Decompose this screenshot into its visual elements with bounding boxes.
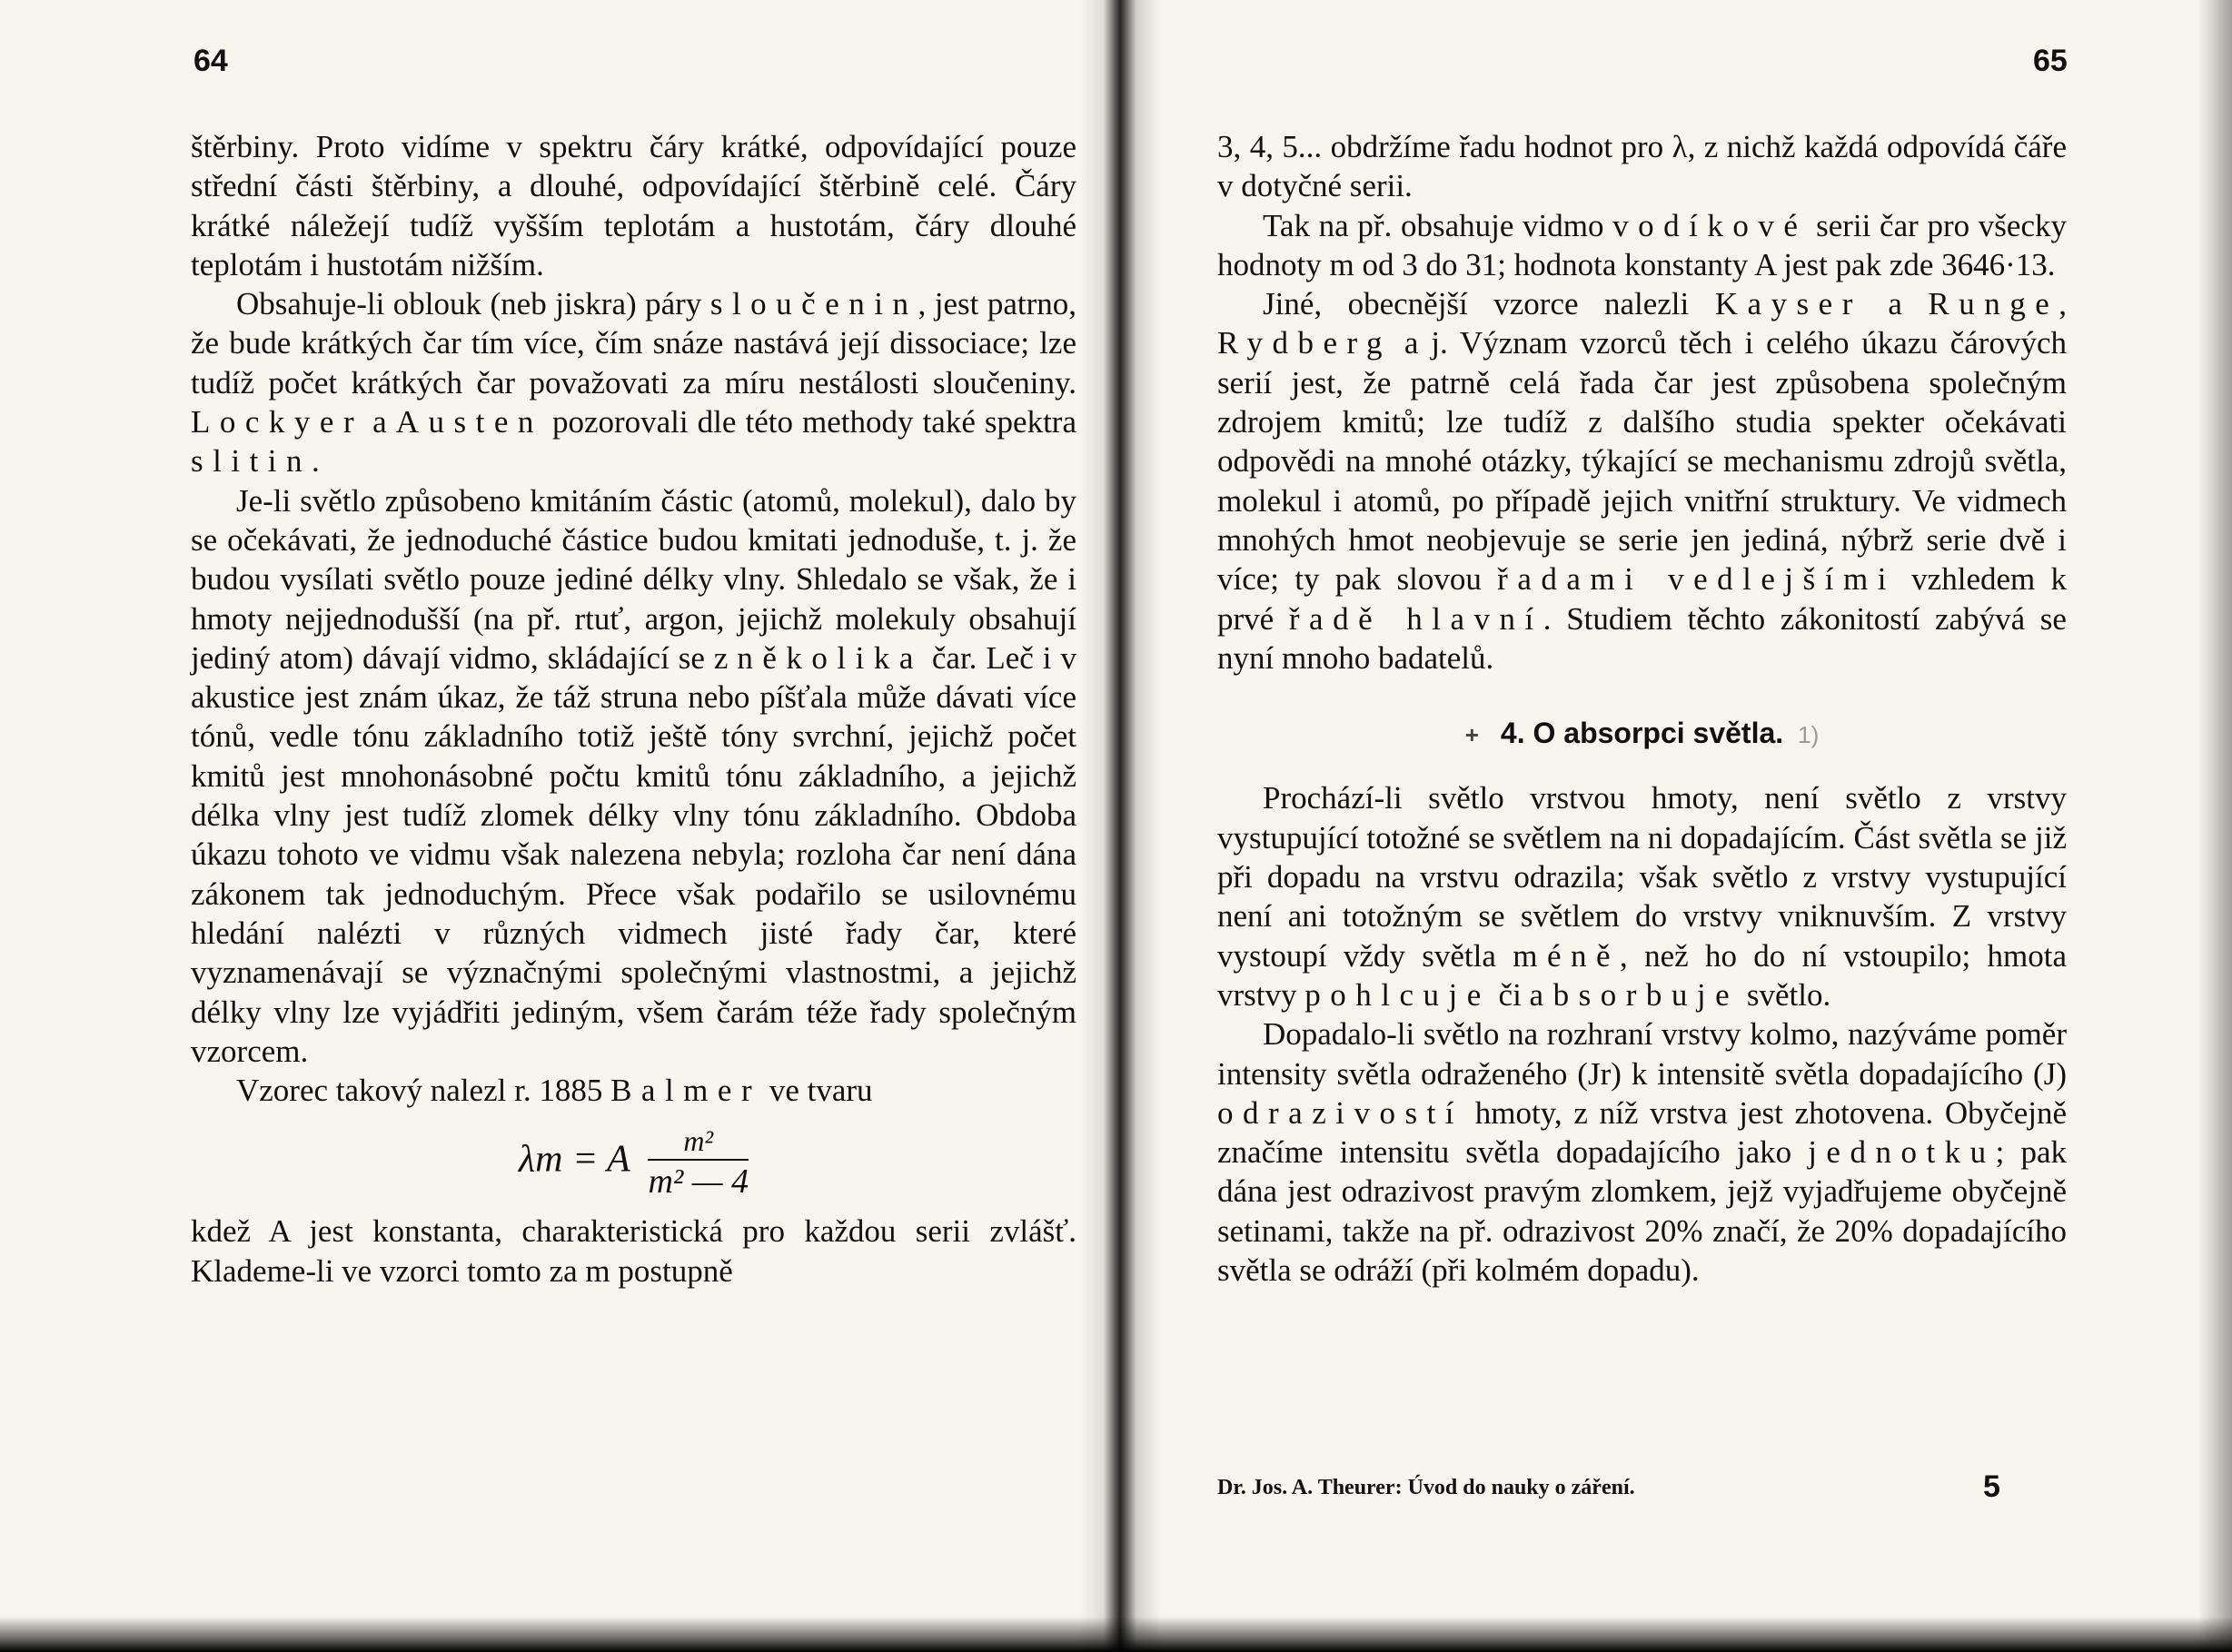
page-footer: Dr. Jos. A. Theurer: Úvod do nauky o záření. bbox=[1217, 1476, 1635, 1499]
right-page-number: 65 bbox=[2033, 44, 2068, 78]
right-paragraph-4: Prochází-li světlo vrstvou hmoty, není světlo z vrstvy vystupující totožné se světlem na ni dopadajícím. Část světla se již při dopadu na vrstvu odrazila; však světlo z vrstvy vystupující není ani totožným se světlem do vrstvy vniknuvším. Z vrstvy vystoupí vždy světla méně, než ho do ní vstoupilo; hmota vrstvy pohlcuje či absorbuje světlo. bbox=[1217, 780, 2067, 1013]
page-edge-shadow bbox=[2198, 0, 2232, 1652]
right-paragraph-5: Dopadalo-li světlo na rozhraní vrstvy kolmo, nazýváme poměr intensity světla odraženého (Jr) k intensitě světla dopadajícího (J) odrazivostí hmoty, z níž vrstva jest zhotovena. Obyčejně značíme intensitu světla dopadajícího jako jednotku; pak dána jest odrazivost pravým zlomkem, jejž vyjadřujeme obyčejně setinami, takže na př. odrazivost 20% značí, že 20% dopadajícího světla se odráží (při kolmém dopadu). bbox=[1217, 1016, 2068, 1289]
right-page-text bbox=[1217, 127, 2067, 1290]
right-paragraph-1: 3, 4, 5... obdržíme řadu hodnot pro λ, z nichž každá odpovídá čáře v dotyčné serii. bbox=[1217, 129, 2067, 204]
right-paragraph-3: Jiné, obecnější vzorce nalezli Kayser a Runge, Rydberg a j. Význam vzorců těch i celého úkazu čárových serií jest, že patrně celá řada čar jest způsobena společným zdrojem kmitů; lze tudíž z dalšího studia spekter očekávati odpovědi na mnohé otázky, týkající se mechanismu zdrojů světla, molekul i atomů, po případě jejich vnitřní struktury. Ve vidmech mnohých hmot neobjevuje se serie jen jediná, nýbrž serie dvě i více; ty pak slovou řadami vedlejšími vzhledem k prvé řadě hlavní. Studiem těchto zákonitostí zabývá se nyní mnoho badatelů. bbox=[1217, 286, 2067, 676]
signature-mark: 5 bbox=[1983, 1469, 2000, 1504]
right-paragraph-2: Tak na př. obsahuje vidmo vodíkové serii čar pro všecky hodnoty m od 3 do 31; hodnota konstanty A jest pak zde 3646·13. bbox=[1217, 207, 2067, 282]
formula-denominator: m² — 4 bbox=[648, 1162, 749, 1202]
left-paragraph-3: Je-li světlo způsobeno kmitáním částic (atomů, molekul), dalo by se očekávati, že jednoduché částice budou kmitati jednoduše, t. j. že budou vysílati světlo pouze jediné délky vlny. Shledalo se však, že i hmoty nejjednodušší (na př. rtuť, argon, jejichž molekuly obsahují jediný atom) dávají vidmo, skládající se z několika čar. Leč i v akustice jest znám úkaz, že táž struna nebo píšťala může dávati více tónů, vedle tónu základního totiž ještě tóny svrchní, jejichž počet kmitů jest mnohonásobné počtu kmitů tónu základního, a jejichž délka vlny jest tudíž zlomek délky vlny tónu základního. Obdoba úkazu tohoto ve vidmu však nalezena nebyla; rozloha čar není dána zákonem tak jednoduchým. Přece však podařilo se usilovnému hledání nalézti v různých vidmech jisté řady čar, které vyznamenávají se význačnými společnými vlastnostmi, a jejichž délky vlny lze vyjádřiti jediným, všem čarám téže řady společným vzorcem. bbox=[191, 482, 1076, 1069]
left-page-text bbox=[191, 127, 1076, 1291]
formula-lhs: λm = A bbox=[518, 1139, 630, 1182]
left-paragraph-5: kdež A jest konstanta, charakteristická pro každou serii zvlášť. Klademe-li ve vzorci tomto za m postupně bbox=[191, 1213, 1076, 1289]
bottom-edge-shadow bbox=[0, 1617, 2232, 1652]
heading-footnote-mark: 1) bbox=[1798, 721, 1820, 749]
left-paragraph-4: Vzorec takový nalezl r. 1885 Balmer ve tvaru bbox=[236, 1073, 873, 1109]
heading-margin-mark: + bbox=[1464, 721, 1479, 749]
book-gutter bbox=[1079, 0, 1161, 1652]
section-heading-text: 4. O absorpci světla. bbox=[1500, 717, 1784, 750]
left-paragraph-2: Obsahuje-li oblouk (neb jiskra) páry sloučenin, jest patrno, že bude krátkých čar tím více, čím snáze nastává její dissociace; lze tudíž počet krátkých čar považovati za míru nestálosti sloučeniny. Lockyer a Austen pozorovali dle této methody také spektra slitin. bbox=[191, 286, 1076, 480]
section-heading bbox=[1217, 714, 2067, 755]
balmer-formula bbox=[191, 1124, 1076, 1202]
formula-numerator: m² bbox=[648, 1126, 749, 1161]
left-page-number: 64 bbox=[193, 44, 228, 78]
formula-fraction bbox=[648, 1124, 749, 1202]
left-paragraph-1: štěrbiny. Proto vidíme v spektru čáry krátké, odpovídající pouze střední části štěrbiny, a dlouhé, odpovídající štěrbině celé. Čáry krátké náležejí tudíž vyšším teplotám a hustotám, čáry dlouhé teplotám i hustotám nižším. bbox=[191, 129, 1076, 282]
